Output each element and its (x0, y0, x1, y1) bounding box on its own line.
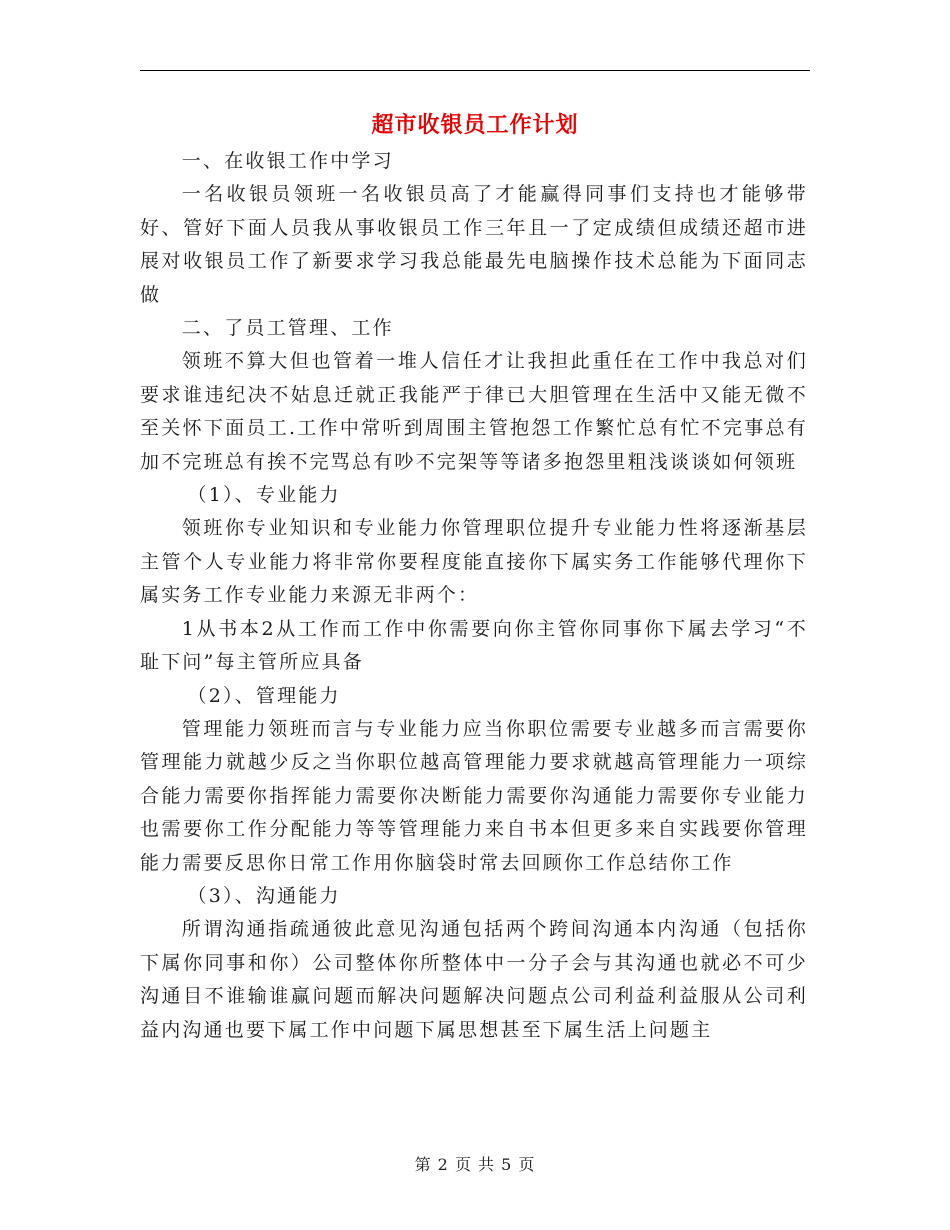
footer-total-pages: 5 (501, 1155, 513, 1174)
subheading-communication-ability: （3）、沟通能力 (187, 884, 341, 907)
footer-suffix: 页 (518, 1155, 536, 1174)
section-heading-1: 一、在收银工作中学习 (181, 150, 394, 172)
section-heading-2: 二、了员工管理、工作 (181, 317, 394, 340)
footer-current-page: 2 (437, 1155, 449, 1174)
document-body (140, 145, 808, 1047)
body-paragraph-3: 领班你专业知识和专业能力你管理职位提升专业能力性将逐渐基层主管个人专业能力将非常你要程度能直接你下属实务工作能够代理你下属实务工作专业能力来源无非两个： (140, 517, 808, 607)
body-paragraph-5: 管理能力领班而言与专业能力应当你职位需要专业越多而言需要你管理能力就越少反之当你职位越高管理能力要求就越高管理能力一项综合能力需要你指挥能力需要你决断能力需要你沟通能力需要你专业能力也需要你工作分配能力等等管理能力来自书本但更多来自实践要你管理能力需要反思你日常工作用你脑袋时常去回顾你工作总结你工作 (140, 717, 808, 874)
header-rule (140, 70, 810, 71)
body-paragraph-2: 领班不算大但也管着一堆人信任才让我担此重任在工作中我总对们要求谁违纪决不姑息迁就正我能严于律已大胆管理在生活中又能无微不至关怀下面员工.工作中常听到周围主管抱怨工作繁忙总有忙不完事总有加不完班总有挨不完骂总有吵不完架等等诸多抱怨里粗浅谈谈如何领班 (140, 350, 808, 473)
footer-middle: 页 共 (454, 1155, 496, 1174)
subheading-management-ability: （2）、管理能力 (187, 684, 341, 707)
footer-prefix: 第 (414, 1155, 432, 1174)
body-paragraph-4: 1从书本2从工作而工作中你需要向你主管你同事你下属去学习“不耻下问”每主管所应具备 (140, 617, 808, 674)
page-footer (0, 1153, 950, 1177)
body-paragraph-6: 所谓沟通指疏通彼此意见沟通包括两个跨间沟通本内沟通（包括你下属你同事和你）公司整体你所整体中一分子会与其沟通也就必不可少沟通目不谁输谁赢问题而解决问题解决问题点公司利益利益服从公司利益内沟通也要下属工作中问题下属思想甚至下属生活上问题主 (140, 918, 808, 1041)
subheading-professional-ability: （1）、专业能力 (187, 484, 341, 507)
body-paragraph-1: 一名收银员领班一名收银员高了才能赢得同事们支持也才能够带好、管好下面人员我从事收银员工作三年且一了定成绩但成绩还超市进展对收银员工作了新要求学习我总能最先电脑操作技术总能为下面同志做 (140, 183, 808, 306)
document-title: 超市收银员工作计划 (371, 112, 579, 138)
